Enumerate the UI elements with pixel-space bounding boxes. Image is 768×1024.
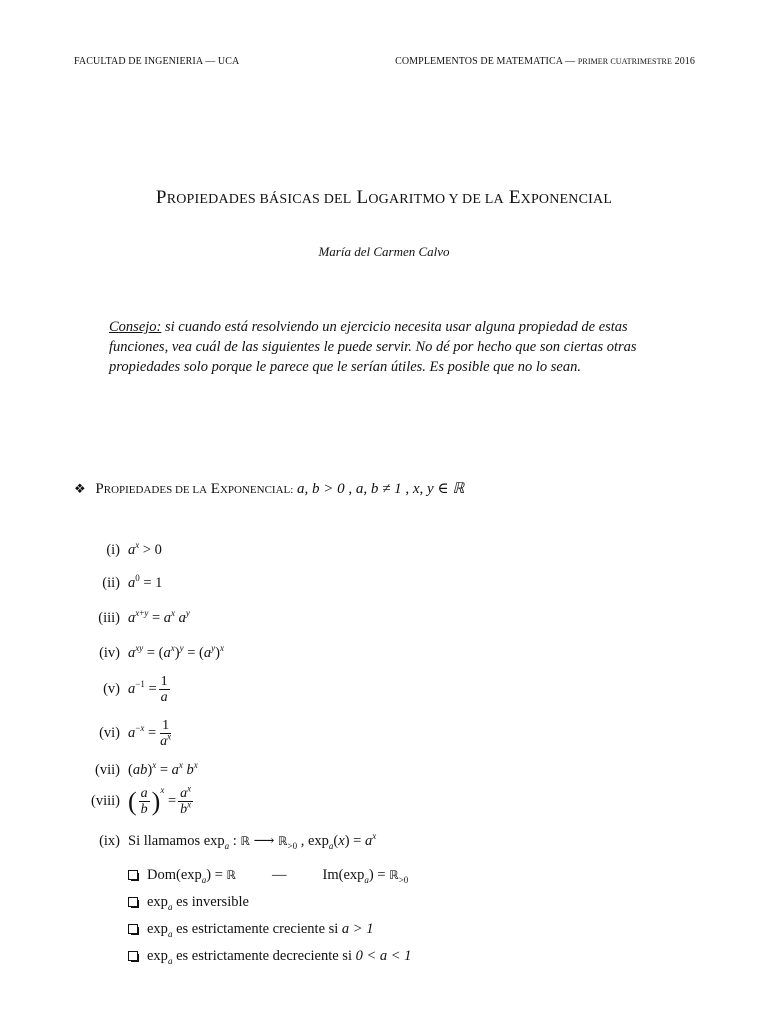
checkbox-bullet-icon	[128, 924, 139, 935]
property-vi: (vi) $a^{-x}$ = $\frac{1}{a^x}$	[99, 718, 172, 749]
checkbox-bullet-icon	[128, 951, 139, 962]
section-heading: ❖ PROPIEDADES DE LA EXPONENCIAL: a, b > 0 , a, b ≠ 1 , x, y ∈ ℝ	[74, 481, 465, 497]
property-viii: (viii) ( $\frac{a}{b}$ ) x = $\frac{a^x}{b^x}$	[91, 783, 192, 817]
diamond-bullet-icon: ❖	[74, 481, 86, 496]
checkbox-bullet-icon	[128, 897, 139, 908]
property-iv: (iv) $a^{xy} = (a^x)^y = (a^y)^x$	[99, 643, 224, 661]
property-iii: (iii) $a^{x+y} = a^x$ $a^y$	[98, 608, 190, 626]
subitem-domain: $Dom(\exp_a)$ = ℝ — $Im(\exp_a)$ = ℝ$_{>0}$	[128, 867, 408, 884]
header-year: 2016	[674, 56, 695, 67]
property-i: (i) $a^x > 0$	[106, 540, 162, 558]
property-vii: (vii) $(ab)^x = a^x$ $b^x$	[95, 760, 198, 778]
advice-paragraph	[109, 317, 661, 377]
subitem-increasing: $\exp_a$ es estrictamente creciente si a > 1	[128, 921, 373, 938]
advice-label: Consejo:	[109, 319, 162, 335]
property-ii: (ii) $a^0 = 1$	[102, 573, 163, 591]
subitem-invertible: $\exp_a$ es inversible	[128, 894, 249, 911]
subitem-decreasing: $\exp_a$ es estrictamente decreciente si 0 < a < 1	[128, 948, 411, 965]
property-ix: (ix) Si llamamos $\exp_a$ : ℝ ⟶ ℝ$_{>0}$ , $\exp_a(x) = a^x$	[99, 831, 377, 851]
advice-text: si cuando está resolviendo un ejercicio necesita usar alguna propiedad de estas funciones, vea cuál de las siguientes le puede servir. No dé por hecho que son ciertas otras propiedades solo porque le parece que le serían útiles. Es posible que no lo sean.	[109, 319, 637, 375]
section-conditions: a, b > 0 , a, b ≠ 1 , x, y ∈ ℝ	[297, 481, 465, 497]
header-course: COMPLEMENTOS DE MATEMATICA —	[395, 56, 576, 67]
checkbox-bullet-icon	[128, 870, 139, 881]
header-right	[395, 56, 695, 67]
author: María del Carmen Calvo	[318, 244, 450, 259]
page-title: PROPIEDADES BÁSICAS DEL LOGARITMO Y DE LA EXPONENCIAL	[155, 187, 613, 208]
property-v: (v) $a^{-1}$ = $\frac{1}{a}$	[103, 674, 168, 705]
header-term: PRIMER CUATRIMESTRE	[577, 57, 672, 66]
header-left: FACULTAD DE INGENIERIA — UCA	[74, 56, 240, 67]
